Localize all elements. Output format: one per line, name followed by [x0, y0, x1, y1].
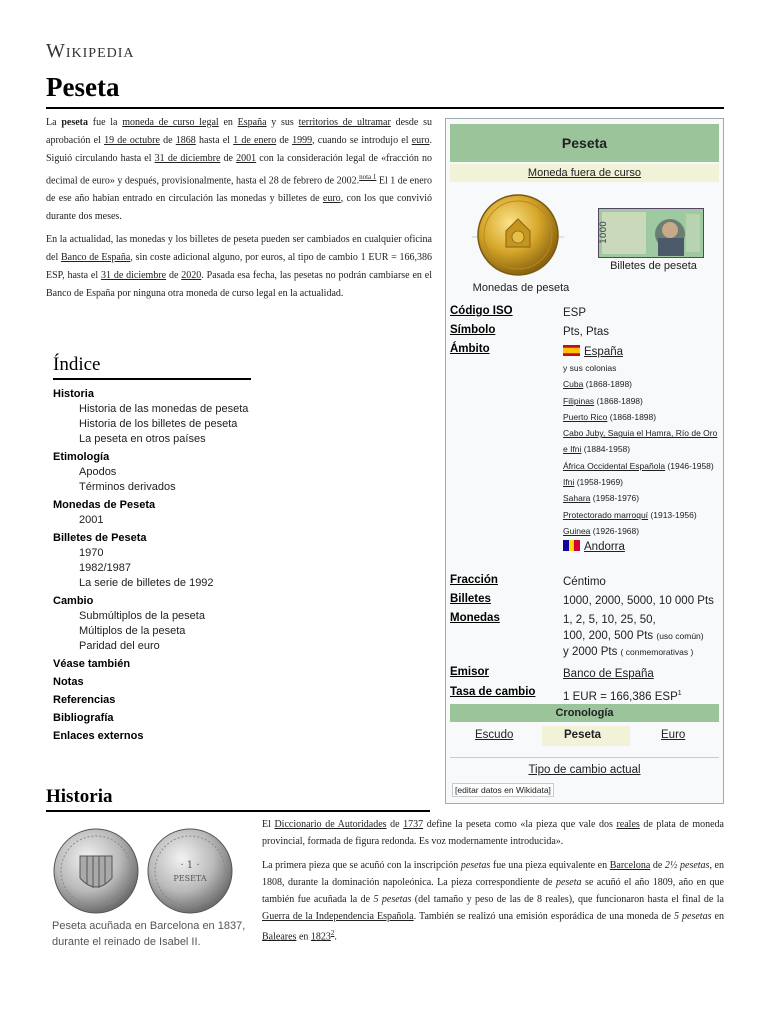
iso-value: ESP — [563, 307, 587, 319]
emisor-label[interactable]: Emisor — [450, 666, 489, 678]
cronologia-row — [450, 726, 719, 746]
inline-link[interactable]: 1999 — [292, 135, 313, 146]
fraccion-value: Céntimo — [563, 576, 606, 588]
toc-section-link[interactable]: Historia — [53, 388, 94, 400]
colonia-link[interactable]: Guinea — [563, 525, 591, 536]
text-run: hasta el — [195, 135, 234, 146]
iso-label[interactable]: Código ISO — [450, 305, 513, 317]
infobox — [445, 118, 724, 804]
coin-image[interactable] — [470, 191, 566, 281]
text-run: desde su aprobación el — [46, 117, 432, 146]
toc-group — [53, 387, 353, 447]
colonia-years: (1868-1898) — [594, 395, 643, 406]
colonia-link[interactable]: Cuba — [563, 379, 584, 390]
text-run: peseta — [61, 117, 88, 128]
inline-link[interactable]: Banco de España — [60, 252, 131, 264]
tasa-ref[interactable]: 1 — [677, 690, 682, 697]
colonia-years: (1884-1958) — [581, 444, 631, 455]
inline-link[interactable]: Baleares — [262, 931, 297, 943]
inline-link[interactable]: Guerra de la Independencia Española — [262, 911, 414, 922]
historic-coins-image[interactable] — [50, 826, 240, 916]
toc-subsection-link[interactable]: La peseta en otros países — [79, 433, 206, 445]
text-run: El 1 de enero de ese año habían entrado en circulación las monedas y billetes de — [46, 175, 432, 205]
toc-subsection-link[interactable]: La serie de billetes de 1992 — [79, 577, 214, 589]
text-run: La — [46, 117, 62, 128]
toc-group — [53, 594, 353, 654]
inline-link[interactable]: euro — [411, 135, 430, 146]
toc-section-link[interactable]: Enlaces externos — [53, 730, 144, 742]
toc-subsection-link[interactable]: Apodos — [79, 466, 117, 478]
editar-wikidata-link[interactable]: [editar datos en Wikidata] — [452, 783, 554, 797]
page-title: Peseta — [46, 72, 120, 102]
text-run: , con los que convivió durante dos meses. — [46, 193, 432, 223]
fraccion-label[interactable]: Fracción — [450, 574, 498, 586]
toc-subsection-link[interactable]: Términos derivados — [79, 481, 176, 493]
inline-link[interactable]: 1737 — [403, 819, 424, 830]
toc-section-link[interactable]: Monedas de Peseta — [53, 499, 156, 511]
historic-coins-caption: Peseta acuñada en Barcelona en 1837, durante el reinado de Isabel II. — [52, 920, 246, 948]
monedas-line-1: 1, 2, 5, 10, 25, 50, — [563, 614, 656, 626]
billetes-value: 1000, 2000, 5000, 10 000 Pts — [563, 595, 714, 607]
toc-group — [53, 729, 353, 744]
toc-group — [53, 675, 353, 690]
text-run: de — [276, 135, 293, 146]
ambito-colonias-intro: y sus colonias — [563, 363, 617, 373]
wikipedia-wordmark[interactable]: Wikipedia — [46, 40, 135, 62]
toc-subsection-link[interactable]: 1970 — [79, 547, 104, 559]
monedas-line-3-note: ( conmemorativas ) — [620, 647, 694, 657]
ambito-value — [563, 344, 721, 555]
colonia-years: (1958-1976) — [590, 493, 640, 504]
historia-paragraph-1 — [262, 816, 724, 850]
emisor-value[interactable] — [563, 666, 721, 682]
text-run: , cuando se introdujo el — [312, 135, 412, 146]
text-run: de — [220, 153, 237, 164]
text-run: se acuñó el año 1809, año en que también fue acuñada la de — [262, 877, 724, 905]
text-run: (del tamaño y peso de las de 8 reales), que funcionaron hasta el final de la — [411, 894, 724, 905]
text-run: de — [166, 270, 182, 282]
inline-link[interactable]: 31 de diciembre — [154, 153, 221, 164]
text-run: fue una pieza equivalente en — [490, 860, 610, 871]
colonia-years: (1946-1958) — [665, 460, 714, 471]
tipo-cambio-link[interactable] — [446, 764, 723, 776]
intro-paragraph-1 — [46, 114, 432, 226]
intro-paragraph-2 — [46, 231, 432, 303]
infobox-title: Peseta — [450, 124, 719, 162]
toc-group — [53, 657, 353, 672]
colonia-link[interactable]: África Occidental Española — [563, 460, 666, 471]
text-run: en — [296, 931, 311, 943]
section-heading-historia: Historia — [46, 786, 113, 807]
text-run: 2½ pesetas — [664, 860, 710, 871]
infobox-status[interactable] — [450, 164, 719, 182]
text-run: . También se realizó una emisión esporádica de una moneda de — [413, 911, 674, 922]
toc-subsection-link[interactable]: 2001 — [79, 514, 104, 526]
colonia-years: (1868-1898) — [583, 379, 632, 390]
monedas-line-2: 100, 200, 500 Pts — [563, 630, 654, 642]
text-run: La primera pieza que se acuñó con la inscripción — [262, 860, 461, 871]
colonia-item — [563, 474, 721, 490]
ambito-andorra-link[interactable]: Andorra — [584, 541, 625, 554]
colonia-years: (1868-1898) — [607, 411, 657, 422]
inline-link[interactable]: territorios de ultramar — [298, 117, 391, 128]
text-run: con la consideración legal de «fracción no decimal de euro» y después, provisionalmente, hasta el 28 de febrero de 2002. — [46, 153, 432, 187]
colonia-item — [563, 393, 721, 409]
inline-link[interactable]: euro — [322, 193, 341, 205]
inline-link[interactable]: 2020 — [181, 270, 202, 282]
svg-text:· 1 ·: · 1 · — [180, 860, 200, 871]
tasa-value-text: 1 EUR = 166,386 ESP — [563, 690, 678, 703]
toc-group — [53, 498, 353, 528]
toc-section-link[interactable]: Bibliografía — [53, 712, 114, 724]
inline-link[interactable]: Barcelona — [609, 860, 651, 871]
cronologia-prev[interactable]: Escudo — [475, 729, 514, 741]
text-run: , en 1808, durante la dominación napoleónica. La pieza correspondiente de — [262, 860, 724, 888]
colonia-link[interactable]: Puerto Rico — [563, 411, 608, 422]
toc-group — [53, 711, 353, 726]
infobox-divider — [450, 757, 719, 758]
toc-section-link[interactable]: Etimología — [53, 451, 110, 463]
monedas-line-2-note: (uso común) — [656, 631, 704, 641]
text-run: de plata de moneda provincial, formada de figura redonda. Es voz modernamente introducida». — [262, 819, 724, 847]
monedas-label[interactable]: Monedas — [450, 612, 500, 624]
monedas-value — [563, 612, 721, 660]
emisor-link[interactable]: Banco de España — [563, 668, 654, 680]
footnote-ref[interactable]: 2 — [330, 929, 335, 937]
cronologia-current: Peseta — [564, 729, 602, 741]
inline-link[interactable]: 1 de enero — [233, 135, 277, 146]
inline-link[interactable]: Diccionario de Autoridades — [274, 819, 387, 830]
toc-title: Índice — [53, 354, 101, 375]
inline-link[interactable]: reales — [616, 819, 640, 830]
toc-divider — [53, 378, 251, 380]
simbolo-label[interactable]: Símbolo — [450, 324, 496, 336]
toc-group — [53, 450, 353, 495]
toc-group — [53, 531, 353, 591]
colonia-item — [563, 409, 721, 425]
intro-text — [46, 114, 432, 308]
toc-list — [53, 387, 353, 744]
colonia-link[interactable]: Sahara — [563, 493, 591, 504]
colonia-item — [563, 523, 721, 539]
colonia-item — [563, 507, 721, 523]
toc-subsection-link[interactable]: Submúltiplos de la peseta — [79, 610, 205, 622]
ambito-espana-link[interactable]: España — [584, 346, 624, 358]
text-run: 5 pesetas — [373, 894, 412, 905]
infobox-status-link[interactable]: Moneda fuera de curso — [527, 167, 642, 179]
inline-link[interactable]: España — [237, 117, 267, 128]
toc-subsection-link[interactable]: Historia de los billetes de peseta — [79, 418, 238, 430]
svg-text:1000: 1000 — [599, 221, 609, 244]
colonias-list — [563, 376, 721, 539]
inline-link[interactable]: moneda de curso legal — [122, 117, 219, 128]
inline-link[interactable]: 19 de octubre — [104, 135, 160, 146]
toc-subsection-link[interactable]: Historia de las monedas de peseta — [79, 403, 249, 415]
monedas-line-3: y 2000 Pts — [563, 646, 618, 658]
cronologia-next[interactable]: Euro — [661, 729, 686, 741]
toc-subsection-link[interactable]: 1982/1987 — [79, 562, 131, 574]
text-run: peseta — [555, 877, 582, 888]
text-run: El — [262, 819, 275, 830]
text-run: pesetas — [460, 860, 491, 871]
text-run: 5 pesetas — [673, 911, 712, 922]
colonia-item — [563, 376, 721, 392]
section-divider — [46, 810, 430, 812]
text-run: y sus — [266, 117, 299, 128]
footnote-ref[interactable]: nota 1 — [359, 173, 377, 181]
text-run: en — [218, 117, 238, 128]
colonia-years: (1958-1969) — [574, 477, 624, 488]
colonia-link[interactable]: Protectorado marroquí — [563, 509, 649, 520]
text-run: fue la — [87, 117, 123, 128]
text-run: de — [159, 135, 176, 146]
colonia-item — [563, 490, 721, 506]
historia-paragraph-2 — [262, 857, 724, 945]
text-run: en — [711, 911, 724, 922]
toc-section-link[interactable]: Notas — [53, 676, 84, 688]
inline-link[interactable]: 1823 — [310, 931, 331, 943]
toc-section-link[interactable]: Cambio — [53, 595, 94, 607]
text-run: de — [386, 819, 404, 830]
banknote-caption: Billetes de peseta — [610, 260, 697, 272]
text-run: define la peseta como «la pieza que vale dos — [423, 819, 617, 830]
text-run: de — [650, 860, 665, 871]
inline-link[interactable]: 31 de diciembre — [100, 270, 167, 282]
colonia-link[interactable]: Cabo Juby, Saguia el Hamra, Río de Oro e Ifni — [563, 428, 718, 455]
cronologia-header: Cronología — [450, 704, 719, 722]
text-run: En la actualidad, las monedas y los billetes de peseta pueden ser cambiados en cualquier oficina del — [46, 234, 432, 264]
tipo-cambio-text[interactable]: Tipo de cambio actual — [528, 764, 641, 776]
toc-group — [53, 693, 353, 708]
billetes-label[interactable]: Billetes — [450, 593, 491, 605]
text-run: . Pasada esa fecha, las pesetas no podrán cambiarse en el Banco de España por ninguna otra moneda de curso legal en la actualidad. — [46, 270, 432, 300]
toc-section-link[interactable]: Referencias — [53, 694, 116, 706]
svg-text:PESETA: PESETA — [173, 874, 207, 883]
title-divider — [46, 107, 724, 109]
colonia-item — [563, 458, 721, 474]
colonia-years: (1926-1968) — [590, 525, 640, 536]
toc-section-link[interactable]: Billetes de Peseta — [53, 532, 147, 544]
table-of-contents — [53, 354, 353, 747]
text-run: . Siguió circulando hasta el — [46, 135, 432, 164]
text-run: , sin coste adicional alguno, por euros, al tipo de cambio 1 EUR = 166,386 ESP, hasta el — [46, 252, 433, 282]
spain-flag-icon — [563, 345, 580, 356]
toc-section-link[interactable]: Véase también — [53, 658, 131, 670]
colonia-years: (1913-1956) — [648, 509, 697, 520]
toc-subsection-link[interactable]: Paridad del euro — [79, 640, 160, 652]
colonia-link[interactable]: Ifni — [563, 477, 575, 488]
andorra-flag-icon — [563, 540, 580, 551]
text-run: . — [334, 931, 337, 943]
colonia-link[interactable]: Filipinas — [563, 395, 595, 406]
tasa-value — [563, 686, 721, 705]
ambito-label[interactable]: Ámbito — [450, 343, 490, 355]
tasa-label[interactable]: Tasa de cambio — [450, 686, 536, 698]
simbolo-value: Pts, Ptas — [563, 326, 610, 338]
inline-link[interactable]: 1868 — [175, 135, 196, 146]
banknote-image[interactable] — [598, 208, 704, 258]
toc-subsection-link[interactable]: Múltiplos de la peseta — [79, 625, 186, 637]
colonia-item — [563, 425, 721, 458]
coin-caption: Monedas de peseta — [472, 282, 570, 294]
inline-link[interactable]: 2001 — [236, 153, 257, 164]
historia-text — [262, 816, 724, 952]
